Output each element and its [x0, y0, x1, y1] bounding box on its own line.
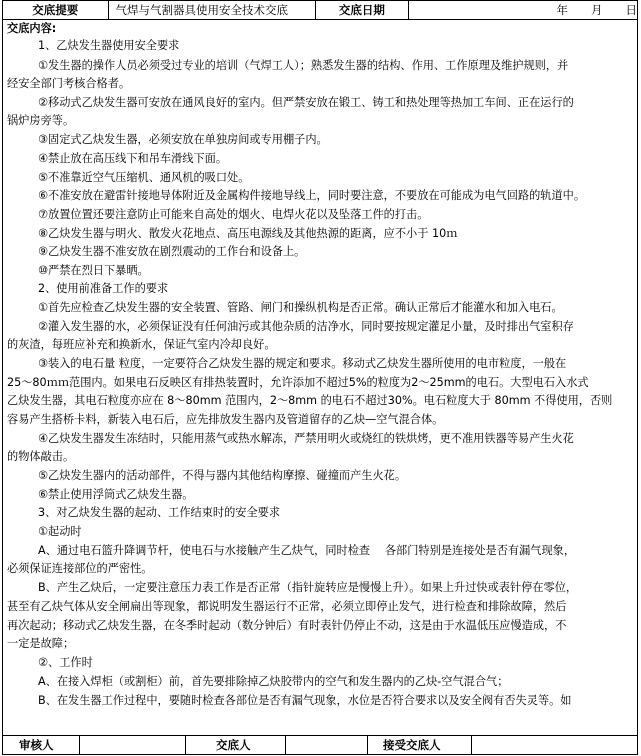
text-line: 再次起动；移动式乙炔发生器，在冬季时起动（数分钟后）有时表针仍停止不动，这是由于水温低压应慢造成，不	[7, 619, 567, 632]
section-heading: 3、对乙炔发生器的起动、工作结束时的安全要求	[38, 506, 281, 519]
text-line: 甚至有乙炔气体从安全闸扁出等现象，都说明发生器运行不正常，必须立即停止发气，进行检查和排除故障，然后	[7, 600, 567, 613]
text-line: ③装入的电石量 粒度，一定要符合乙炔发生器的规定和要求。移动式乙炔发生器所使用的电市粒度，一般在	[38, 357, 567, 370]
text-line: A、在接入焊柜（或割柜）前，首先要排除掉乙炔胶带内的空气和发生器内的乙炔-空气混合气；	[38, 675, 509, 688]
sub-heading: ①起动时	[38, 525, 82, 538]
text-line: ①发生器的操作人员必须受过专业的培训（气焊工人）；熟悉发生器的结构、作用、工作原理及维护规则，并	[38, 59, 569, 72]
text-line: B、在发生器工作过程中，要随时检查各部位是否有漏气现象，水位是否符合要求以及安全阀有否失灵等。如	[38, 694, 572, 707]
text-line: ③固定式乙炔发生器，必须安放在单独房间或专用棚子内。	[38, 133, 328, 146]
section-heading: 1、乙炔发生器使用安全要求	[38, 39, 180, 52]
text-line: ④乙炔发生器发生冻结时，只能用蒸气或热水解冻，严禁用明火或烧红的铁烘烤，更不准用铁器等易产生火花	[38, 432, 574, 445]
text-line: ⑧乙炔发生器与明火、散发火花地点、高压电源线及其他热源的距离，应不小于 10ｍ	[38, 227, 458, 240]
text-line: ⑦放置位置还要注意防止可能来自高处的烟火、电焊火花以及坠落工件的打击。	[38, 208, 429, 221]
text-line: 锅炉房旁等。	[7, 114, 75, 127]
text-line: ②移动式乙炔发生器可安放在通风良好的室内。但严禁安放在锻工、铸工和热处理等热加工车间、正在运行的	[38, 96, 574, 109]
text-line: 必须保证连接部位的严密性。	[7, 562, 153, 575]
text-line: ⑤乙炔发生器内的活动部件，不得与器内其他结构摩擦、碰撞而产生火花。	[38, 469, 407, 482]
topic-label: 交底提要	[3, 1, 109, 19]
text-line: B、产生乙炔后，一定要注意压力表工作是否正常（指针旋转应是慢慢上升）。如果上升过快或表针停在零位，	[38, 581, 578, 594]
text-line: A、通过电石篮升降调节杆，使电石与水接触产生乙炔气，同时检查 各部门特别是连接处是否有漏气现象，	[38, 544, 576, 557]
text-line: 经安全部门考核合格者。	[7, 77, 131, 90]
text-line: ④禁止放在高压线下和吊车滑线下面。	[38, 152, 228, 165]
text-line: 的物体敲击。	[7, 450, 75, 463]
discloser-label: 交底人	[186, 736, 286, 754]
date-value: 年 月 日	[556, 3, 638, 17]
signature-row	[3, 735, 637, 754]
content-body	[3, 20, 637, 736]
text-line: ⑥不准安放在避雷针接地导体附近及金属构件接地导线上，同时要注意，不要放在可能成为电气回路的轨道中。	[38, 189, 586, 202]
header-row	[3, 1, 637, 20]
text-line: ⑤不准靠近空气压缩机、通风机的吸口处。	[38, 171, 250, 184]
receiver-signature[interactable]	[472, 736, 637, 754]
date-label: 交底日期	[316, 1, 408, 19]
text-line: ②灌入发生器的水，必须保证没有任何油污或其他杂质的洁净水，同时要按规定灌足小量，及时排出气室积存	[38, 320, 574, 333]
receiver-label: 接受交底人	[368, 736, 472, 754]
sub-heading: ②、工作时	[38, 656, 93, 669]
reviewer-signature[interactable]	[80, 736, 186, 754]
text-line: 25～80ｍｍ范围内。如果电石反映区有排热装置时，允许添加不超过5%的粒度为2～25mm的电石。大型电石入水式	[7, 376, 589, 389]
disclosure-form	[2, 0, 638, 755]
text-line: ⑥禁止使用浮筒式乙炔发生器。	[38, 488, 194, 501]
reviewer-label: 审核人	[3, 736, 80, 754]
text-line: ⑨乙炔发生器不准安放在剧烈震动的工作台和设备上。	[38, 245, 306, 258]
section-heading: 2、使用前准备工作的要求	[38, 282, 169, 295]
topic-value: 气焊与气割器具使用安全技术交底	[109, 1, 317, 19]
content-label: 交底内容:	[7, 22, 57, 35]
text-line: ⑩严禁在烈日下暴晒。	[38, 264, 149, 277]
text-line: 容易产生搭桥卡料，新装入电石后，应先排放发生器内及管道留存的乙炔—空气混合体。	[7, 413, 444, 426]
discloser-signature[interactable]	[286, 736, 368, 754]
text-line: ①首先应检查乙炔发生器的安全装置、管路、闸门和操纵机构是否正常。确认正常后才能灌水和加入电石。	[38, 301, 563, 314]
text-line: 乙炔发生器，其电石粒度亦应在 8～80mm 范围内，2～8mm 的电石不超过30%。电石粒度大于 80mm 不得使用，否则	[7, 394, 613, 407]
text-line: 的灰渣，每班应补充和换新水，保证气室内冷却良好。	[7, 338, 276, 351]
text-line: 一定是故障；	[7, 637, 75, 650]
